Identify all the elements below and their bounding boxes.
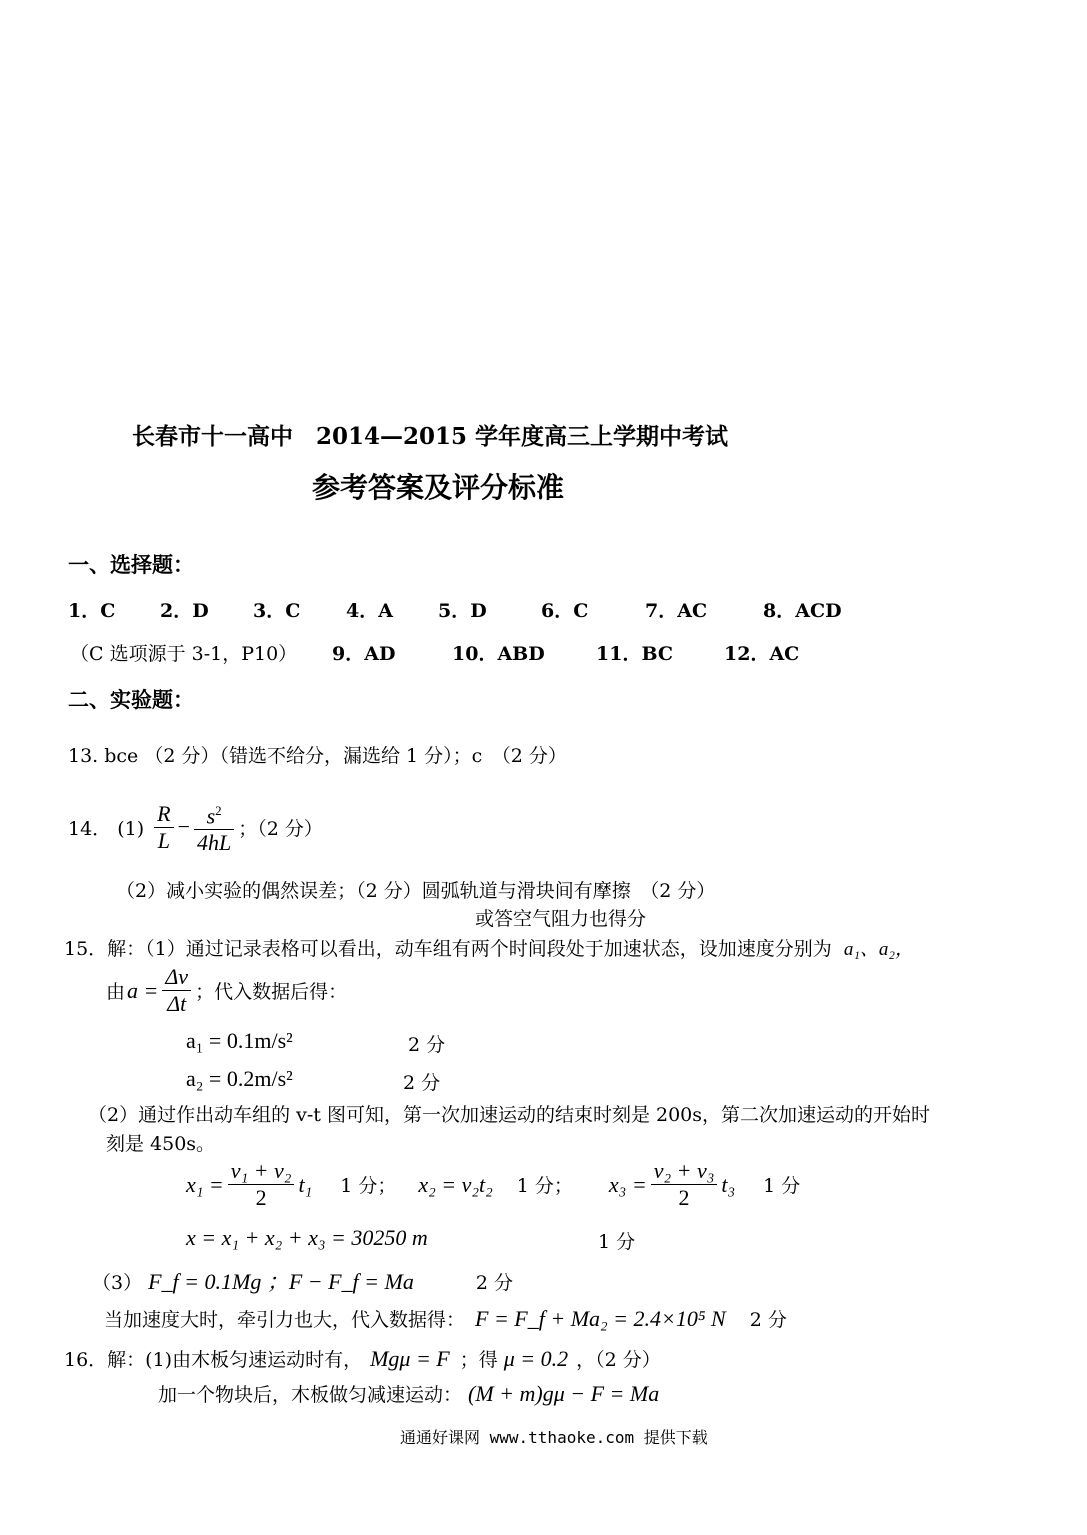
section-heading-choice: 一、选择题： xyxy=(68,552,194,577)
q15-formula-post: ；代入数据后得： xyxy=(195,981,348,1003)
answer-note: （C 选项源于 3-1，P10） xyxy=(70,643,298,665)
q15-part3-line2-formula: F = F_f + Ma₂ = 2.4×10⁵ N xyxy=(475,1306,726,1331)
q15-part3-line2-score: 2 分 xyxy=(749,1309,787,1331)
q14-score: ；（2 分） xyxy=(238,817,323,840)
q16-line2 xyxy=(158,1380,659,1407)
q15-x3-score: 1 分 xyxy=(763,1175,801,1197)
fraction-denominator: L xyxy=(157,827,170,853)
answer-5: 5．D xyxy=(438,600,487,622)
fraction-s2-over-4hl xyxy=(194,798,234,856)
q15-formula-a: a = xyxy=(127,977,159,1003)
fraction-numerator: Δv xyxy=(165,964,189,989)
answer-2: 2．D xyxy=(160,600,209,622)
fraction-r-over-l xyxy=(154,801,173,854)
fraction-numerator xyxy=(204,798,225,829)
fraction-numerator: v₂ + v₃ xyxy=(653,1158,715,1183)
answer-12: 12．AC xyxy=(724,643,800,665)
q15-part3-line2-text: 当加速度大时，牵引力也大，代入数据得： xyxy=(104,1309,466,1331)
q16-line1 xyxy=(64,1345,661,1372)
q15-x1-score: 1 分； xyxy=(340,1175,397,1197)
fraction-denominator: 2 xyxy=(255,1185,267,1210)
fraction-denominator: 2 xyxy=(678,1185,690,1210)
answer-4: 4．A xyxy=(346,600,393,622)
q15-formula-pre: 由 xyxy=(106,981,126,1003)
q15-intro-vars: a₁、a₂， xyxy=(843,939,915,960)
q14-label: 14． (1) xyxy=(68,817,145,840)
q14-part2-alt: 或答空气阻力也得分 xyxy=(475,908,647,930)
exponent: 2 xyxy=(215,803,222,818)
q15-part3-line2 xyxy=(104,1305,787,1332)
q15-a1-score: 2 分 xyxy=(408,1034,446,1056)
q14-part2: （2）减小实验的偶然误差；（2 分）圆弧轨道与滑块间有摩擦 （2 分） xyxy=(116,880,716,902)
fraction-dv-over-dt xyxy=(162,964,191,1017)
fraction-numerator: v₁ + v₂ xyxy=(230,1158,292,1183)
answer-7: 7．AC xyxy=(645,600,708,622)
q15-a2: a₂ = 0.2m/s² xyxy=(186,1066,293,1091)
q15-x3-t: t₃ xyxy=(721,1171,736,1197)
answer-9: 9．AD xyxy=(332,643,396,665)
q15-x1-t: t₁ xyxy=(298,1171,313,1197)
q15-total-score: 1 分 xyxy=(598,1231,636,1253)
q15-intro xyxy=(64,934,914,961)
q16-line2-formula: (M + m)gμ − F = Ma xyxy=(468,1381,660,1406)
q15-x3-lhs: x₃ = xyxy=(608,1171,647,1197)
page-title: 长春市十一高中 2014—2015 学年度高三上学期中考试 xyxy=(132,423,729,450)
q15-part3-label: （3） xyxy=(92,1272,143,1294)
q15-total-displacement: x = x₁ + x₂ + x₃ = 30250 m xyxy=(186,1225,428,1250)
q15-x2-score: 1 分； xyxy=(516,1175,573,1197)
q15-a1: a₁ = 0.1m/s² xyxy=(186,1028,293,1053)
q16-line1-formula2: μ = 0.2 xyxy=(503,1346,569,1371)
answer-8: 8．ACD xyxy=(763,600,842,622)
fraction-denominator: 4hL xyxy=(197,830,232,856)
section-heading-experiment: 二、实验题： xyxy=(68,687,194,712)
q16-line1-formula: Mgμ = F xyxy=(370,1346,450,1371)
q13-answer: 13. bce （2 分）（错选不给分，漏选给 1 分）；c （2 分） xyxy=(68,745,567,767)
q15-x1-lhs: x₁ = xyxy=(186,1171,224,1197)
fraction-denominator: Δt xyxy=(167,991,187,1016)
q15-part2-line2: 刻是 450s。 xyxy=(106,1133,216,1155)
q15-part3-formula: F_f = 0.1Mg ；F − F_f = Ma xyxy=(148,1269,414,1294)
answer-11: 11．BC xyxy=(596,643,673,665)
q16-line2-text: 加一个物块后，木板做匀减速运动： xyxy=(158,1384,463,1406)
answer-10: 10．ABD xyxy=(452,643,545,665)
answer-3: 3．C xyxy=(253,600,301,622)
q15-formula-line xyxy=(106,964,347,1017)
minus-sign: − xyxy=(177,814,191,840)
q15-part3-line1 xyxy=(92,1265,513,1296)
q16-line1-mid: ；得 xyxy=(459,1349,498,1371)
page-subtitle: 参考答案及评分标准 xyxy=(312,471,565,504)
q15-part3-score: 2 分 xyxy=(475,1272,513,1294)
q15-part2-line1: （2）通过作出动车组的 v-t 图可知，第一次加速运动的结束时刻是 200s，第二次加速运动的开始时 xyxy=(88,1104,931,1126)
var-s: s xyxy=(206,803,216,829)
fraction-x1 xyxy=(228,1158,295,1211)
fraction-numerator: R xyxy=(157,800,171,826)
q15-x2: x₂ = v₂t₂ xyxy=(418,1171,493,1197)
footer-credit: 通通好课网 www.tthaoke.com 提供下载 xyxy=(400,1428,708,1447)
q16-line1-score: ，（2 分） xyxy=(576,1349,661,1371)
q14-part1 xyxy=(68,798,323,856)
q16-line1-text: 16．解：(1)由木板匀速运动时有， xyxy=(64,1349,363,1371)
answer-1: 1．C xyxy=(68,600,116,622)
answer-6: 6．C xyxy=(541,600,589,622)
q15-displacement-line xyxy=(186,1158,800,1211)
fraction-x3 xyxy=(651,1158,718,1211)
q15-a2-score: 2 分 xyxy=(403,1072,441,1094)
q15-intro-text: 15．解：（1）通过记录表格可以看出，动车组有两个时间段处于加速状态，设加速度分别为 xyxy=(64,938,832,960)
